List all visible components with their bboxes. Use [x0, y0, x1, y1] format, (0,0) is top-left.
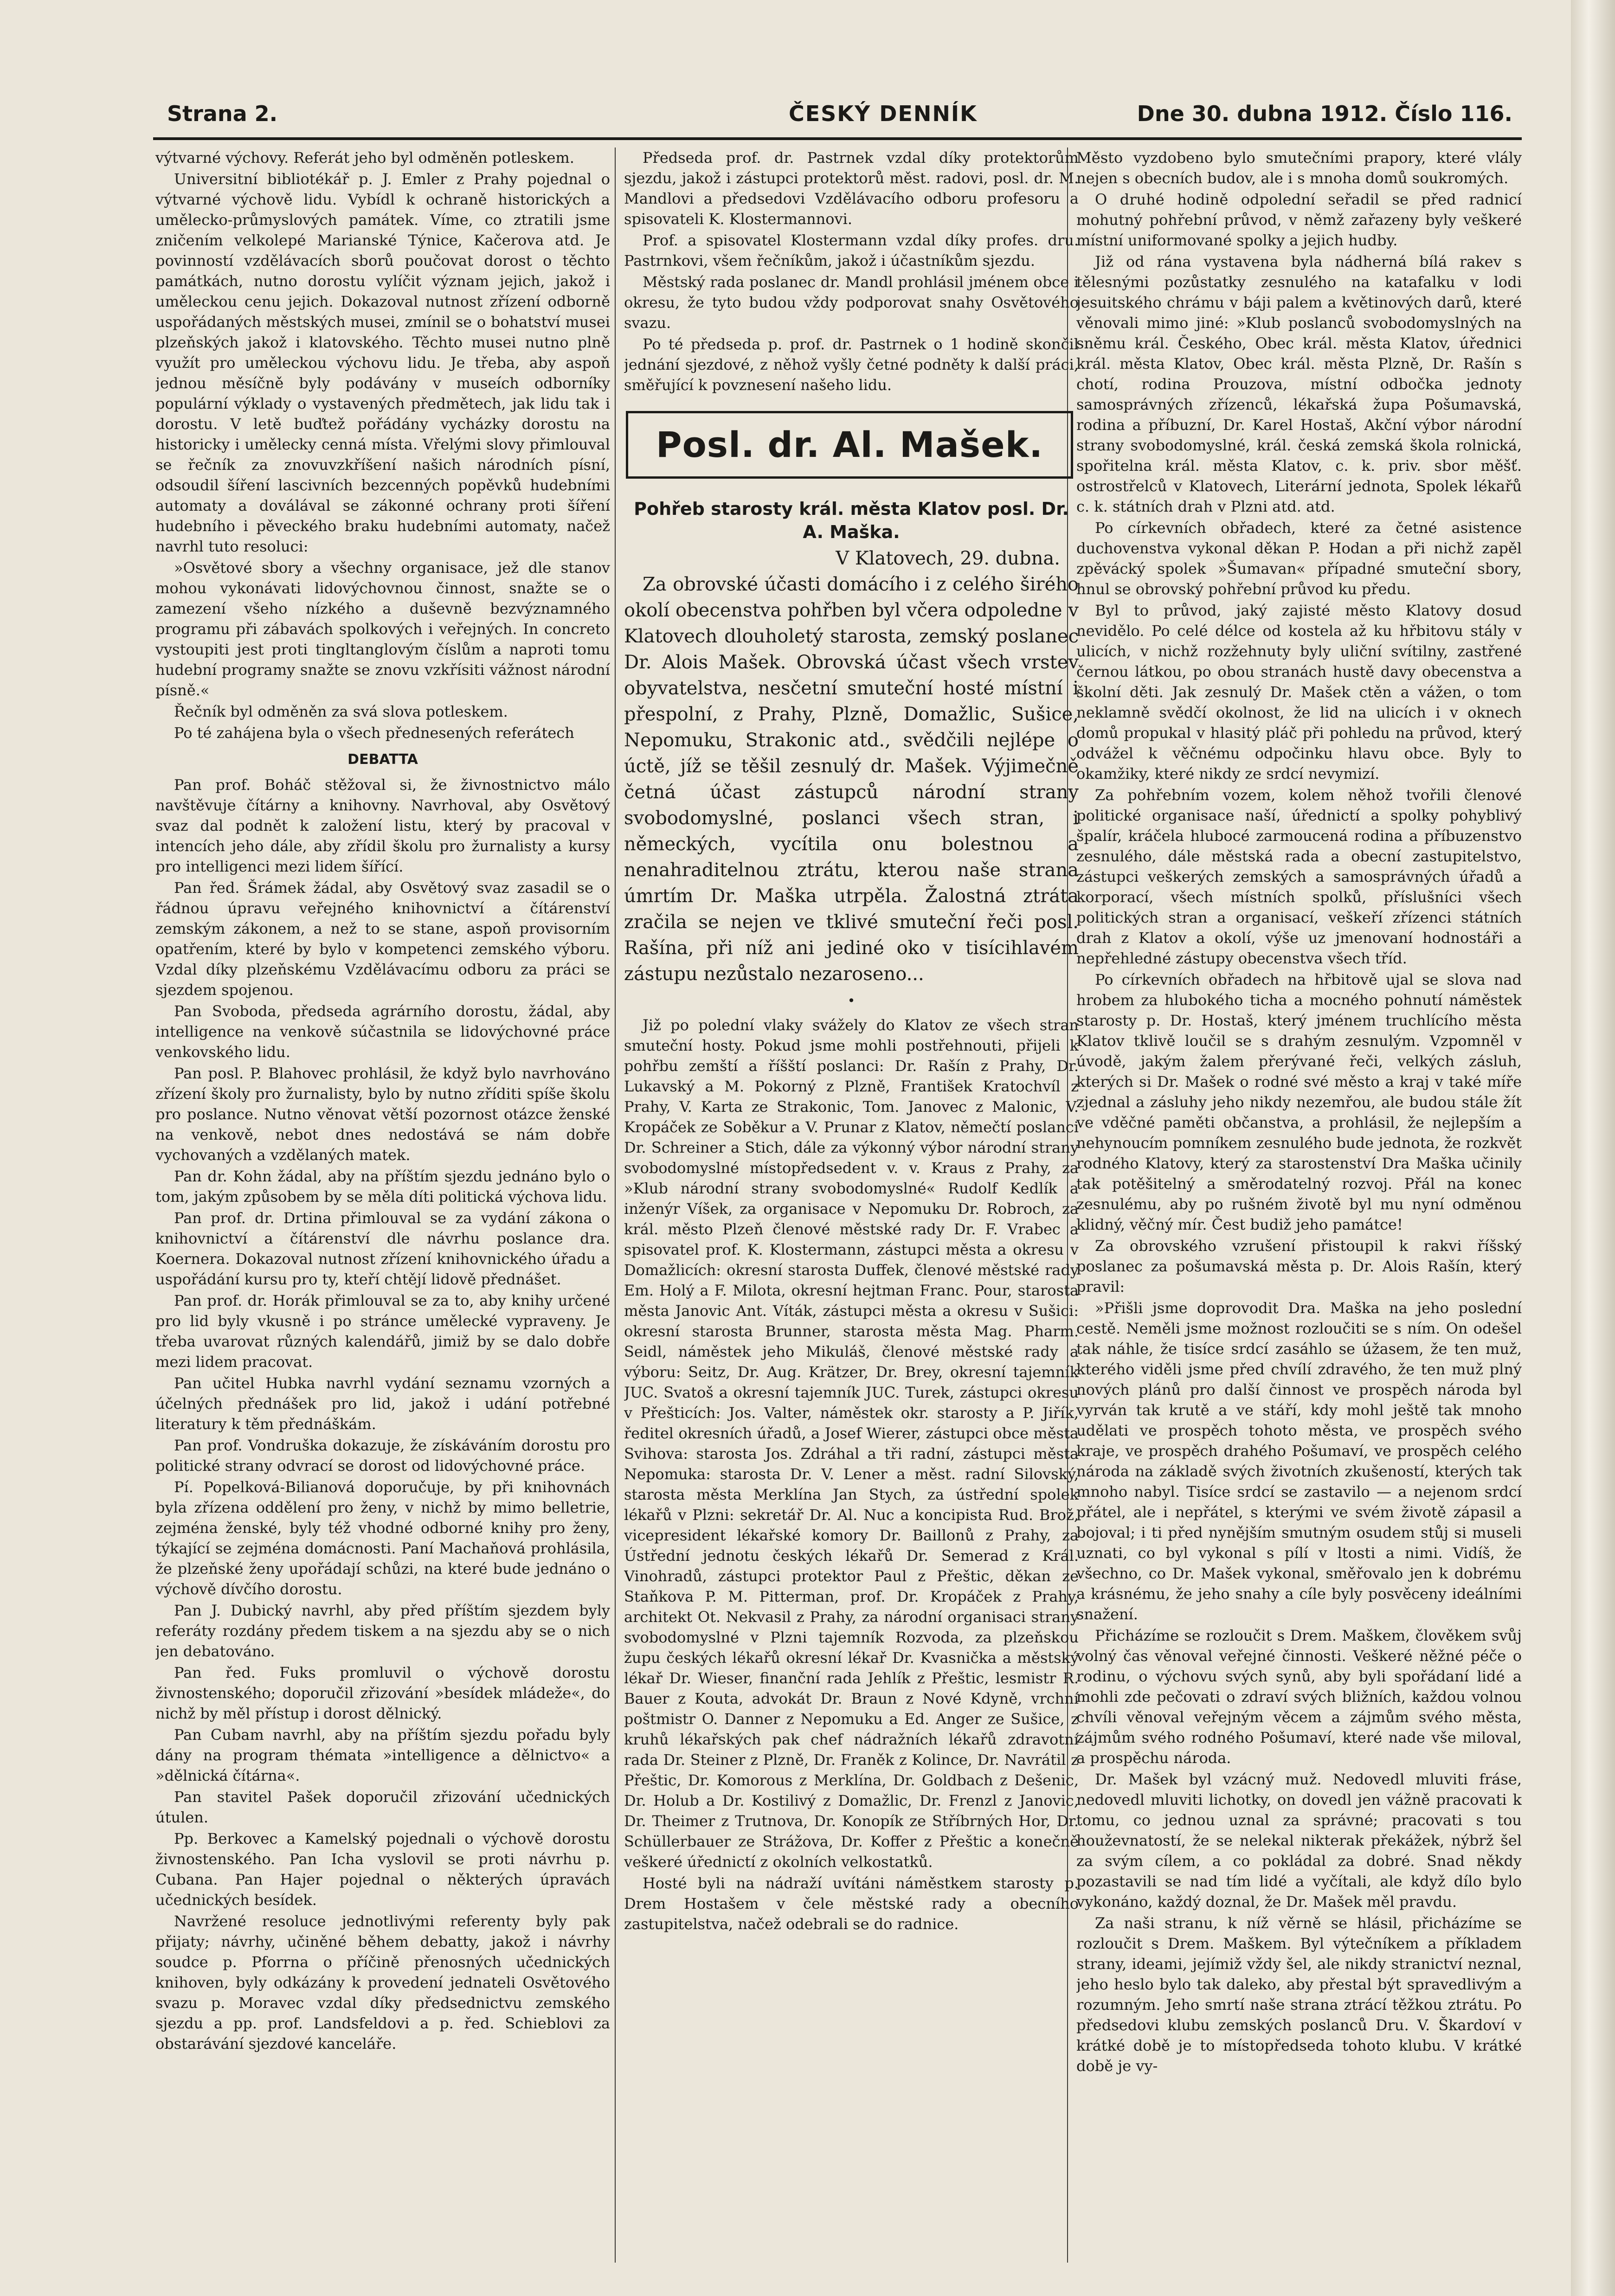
- column-rule: [615, 148, 616, 2263]
- page-fold-shadow: [1571, 0, 1615, 2296]
- paragraph: Za pohřebním vozem, kolem něhož tvořili členové politické organisace naší, úřednictí a spolky pohyblivý špalír, kráčela hlubocé zarmoucená rodina a příbuzenstvo zesnulého, dále městská rada a obecní zastupitelstvo, zástupci veškerých zemských a samosprávných úřadů a korporací, všech místních spolků, příslušníci všech politických stran a organisací, veškeří zřízenci státních drah z Klatov a okolí, výše uz jmenovaní hodnostáři a nepřehledné zástupy obecenstva všech tříd.: [1076, 786, 1522, 967]
- paragraph: »Osvětové sbory a všechny organisace, jež dle stanov mohou vykonávati lidovýchovnou činnost, snažte se o zamezení všeho nízkého a duševně bezvýznamného programu při zábavách spolkových i veřejných. In concreto vystoupiti jest proti tingltanglovým číslům a naproti tomu hudební programy snažte se znovu vzkřísiti vážnost národní písně.«: [155, 559, 610, 699]
- date-issue-label: Dne 30. dubna 1912. Číslo 116.: [1137, 101, 1512, 126]
- paragraph: Prof. a spisovatel Klostermann vzdal díky profes. dru. Pastrnkovi, všem řečníkům, jakož i účastníkům sjezdu.: [624, 231, 1079, 269]
- paragraph: Pan Cubam navrhl, aby na příštím sjezdu pořadu byly dány na program thémata »intelligence a dělnictvo« a »dělnická čítárna«.: [155, 1726, 610, 1784]
- paragraph: Byl to průvod, jaký zajisté město Klatovy dosud nevidělo. Po celé délce od kostela až ku hřbitovu stály v ulicích, v nichž rozžehnuty byly uliční svítilny, zastřené černou látkou, po obou stranách hustě davy obecenstva a školní děti. Jak zesnulý Dr. Mašek ctěn a vážen, o tom neklamně svědčí okolnost, že lid na ulicích i v oknech domů propukal v hlasitý pláč při pohledu na průvod, který odvážel k věčnému odpočinku hlavu obce. Byly to okamžiky, které nikdy ze srdcí nevymizí.: [1076, 602, 1522, 782]
- middle-column: [624, 148, 1079, 2263]
- paragraph: »Přišli jsme doprovodit Dra. Maška na jeho poslední cestě. Neměli jsme možnost rozloučiti se s ním. On odešel tak náhle, že tisíce srdcí zasáhlo se úžasem, že ten muž, kterého viděli jsme před chvílí zdravého, že ten muž plný nových plánů pro další činnost ve prospěch národa byl vyrván tak krutě a ve stáří, kdy mohl ještě tak mnoho udělati ve prospěch tohoto města, ve prospěch svého kraje, ve prospěch drahého Pošumaví, ve prospěch celého národa na základě svých životních zkušeností, kterých tak mnoho nabyl. Tisíce srdcí se zastavilo — a nejenom srdcí přátel, ale i nepřátel, s kterými ve svém životě zápasil a bojoval; i ti před nynějším smutným osudem stůj si museli uznati, co byl vykonal s pílí v ltosti a nimi. Vidíš, že všechno, co Dr. Mašek vykonal, směřovalo jen k dobrému a krásnému, že jeho snahy a cíle byly posvěceny ideálními snažení.: [1076, 1299, 1522, 1623]
- section-divider: •: [847, 993, 856, 1008]
- paragraph: Předseda prof. dr. Pastrnek vzdal díky protektorům sjezdu, jakož i zástupci protektorů měst. radovi, posl. dr. M. Mandlovi a předsedovi Vzdělávacího odboru profesoru a spisovateli K. Klostermannovi.: [624, 149, 1079, 228]
- paragraph: Pan učitel Hubka navrhl vydání seznamu vzorných a účelných přednášek pro lid, jakož i udání potřebné literatury k těm přednáškám.: [155, 1374, 610, 1433]
- paragraph: Pan dr. Kohn žádal, aby na příštím sjezdu jednáno bylo o tom, jakým způsobem by se měla díti politická výchova lidu.: [155, 1167, 610, 1206]
- paragraph: Město vyzdobeno bylo smutečními prapory, které vlály nejen s obecních budov, ale i s mnoha domů soukromých.: [1076, 149, 1522, 187]
- lead-paragraph: Za obrovské účasti domácího i z celého širého okolí obecenstva pohřben byl včera odpoledne v Klatovech dlouholetý starosta, zemský poslanec Dr. Alois Mašek. Obrovská účast všech vrstev obyvatelstva, nesčetní smuteční hosté místní i přespolní, z Prahy, Plzně, Domažlic, Sušice, Nepomuku, Strakonic atd., svědčili nejlépe o úctě, jíž se těšil zesnulý dr. Mašek. Výjimečně četná účast zástupců národní strany svobodomyslné, poslanci všech stran, i německých, vycítila onu bolestnou a nenahraditelnou ztrátu, kterou naše strana úmrtím Dr. Maška utrpěla. Žalostná ztráta zračila se nejen ve tklivé smuteční řeči posl. Rašína, při níž ani jediné oko v tisícihlavém zástupu nezůstalo nezaroseno...: [624, 574, 1079, 985]
- paragraph: Městský rada poslanec dr. Mandl prohlásil jménem obce i okresu, že tyto budou vždy podporovat snahy Osvětového svazu.: [624, 273, 1079, 332]
- section-heading: DEBATTA: [347, 751, 418, 768]
- paragraph: Po církevních obřadech, které za četné asistence duchovenstva vykonal děkan P. Hodan a při nichž zapěl zpěvácký spolek »Šumavan« případné smuteční sbory, hnul se obrovský pohřební průvod ku předu.: [1076, 519, 1522, 598]
- article-title-box: Posl. dr. Al. Mašek.: [626, 411, 1073, 479]
- paragraph: Již od rána vystavena byla nádherná bílá rakev s tělesnými pozůstatky zesnulého na katafalku v lodi jesuitského chrámu v báji palem a květinových darů, které věnovali mimo jiné: »Klub poslanců svobodomyslných na sněmu král. Českého, Obec král. města Klatov, úřednici král. města Klatov, Obec král. města Plzně, Dr. Rašín s chotí, rodina Prouzova, místní odbočka jednoty samosprávných zřízenců, lékařská župa Pošumavská, rodina a příbuzní, Dr. Karel Hostaš, Akční výbor národní strany svobodomyslné, král. česká zemská škola rolnická, spořitelna král. města Klatov, c. k. priv. sbor měšť. ostrostřelců v Klatovech, Literární jednota, Spolek lékařů c. k. státních drah v Plzni atd. atd.: [1076, 253, 1522, 515]
- left-column: [155, 148, 610, 2263]
- paragraph: Řečník byl odměněn za svá slova potleskem.: [174, 703, 508, 720]
- paragraph: výtvarné výchovy. Referát jeho byl odměněn potleskem.: [155, 149, 574, 167]
- paragraph: Navržené resoluce jednotlivými referenty byly pak přijaty; návrhy, učiněné během debatty, jakož i návrhy soudce p. Pforrna o příčině přenosných učednických knihoven, byly odkázány k provedení jednateli Osvětového svazu p. Moravec vzdal díky předsednictvu zemského sjezdu a pp. prof. Landsfeldovi a p. řed. Schieblovi za obstarávání sjezdové kanceláře.: [155, 1912, 610, 2052]
- paragraph: Za obrovského vzrušení přistoupil k rakvi říšský poslanec za pošumavská města p. Dr. Alois Rašín, který pravil:: [1076, 1237, 1522, 1296]
- paragraph: Pan J. Dubický navrhl, aby před příštím sjezdem byly referáty rozdány předem tiskem a na sjezdu aby se o nich jen debatováno.: [155, 1602, 610, 1660]
- page-number-label: Strana 2.: [167, 101, 278, 126]
- paragraph: Pan prof. dr. Horák přimlouval se za to, aby knihy určené pro lid byly vkusně i po stránce umělecké vypraveny. Je třeba uvarovat různých kalendářů, jimiž by se dalo dobře mezi lidem pracovat.: [155, 1292, 610, 1371]
- paragraph: Pan řed. Šrámek žádal, aby Osvětový svaz zasadil se o řádnou úpravu veřejného knihovnictví a čítárenství zemským zákonem, a než to se stane, aspoň provisorním opatřením, které by bylo v kompetenci zemského výboru. Vzdal díky plzeňskému Vzdělávacímu odboru za práci se sjezdem spojenou.: [155, 879, 610, 999]
- page-header: [167, 101, 1512, 134]
- paragraph: Pan Svoboda, předseda agrárního dorostu, žádal, aby intelligence na venkově súčastnila se lidovýchovné práce venkovského lidu.: [155, 1002, 610, 1061]
- paragraph: Dr. Mašek byl vzácný muž. Nedovedl mluviti fráse, nedovedl mluviti lichotky, on dovedl jen vážně pracovati k tomu, co jednou uznal za správné; pracovati s tou houževnatostí, že se nelekal nikterak překážek, nýbrž šel za svým cílem, a co pokládal za dobré. Snad někdy pozastavili se nad tím lidé a vyčítali, ale když dílo bylo vykonáno, každý doznal, že Dr. Mašek měl pravdu.: [1076, 1770, 1522, 1911]
- paragraph: Pan posl. P. Blahovec prohlásil, že když bylo navrhováno zřízení školy pro žurnalisty, bylo by nutno zříditi spíše školu pro poslance. Nutno věnovat větší pozornost otázce ženské na venkově, nebot dnes nedostává se nám dobře vychovaných a vzdělaných matek.: [155, 1065, 610, 1164]
- paragraph: Přicházíme se rozloučit s Drem. Maškem, člověkem svůj volný čas věnoval veřejné činnosti. Veškeré něžné péče o rodinu, o výchovu svých synů, aby byli spořádaní lidé a mohli zde pečovati o zdraví svých bližních, každou volnou chvíli věnoval veřejným věcem a zájmům svého města, zájmům svého rodného Pošumaví, které nade vše miloval, a prospěchu národa.: [1076, 1627, 1522, 1767]
- paragraph: Po církevních obřadech na hřbitově ujal se slova nad hrobem za hlubokého ticha a mocného pohnutí náměstek starosty p. Dr. Hostaš, který jménem truchlícího města Klatov tklivě loučil se s drahým zesnulým. Vzpomněl v úvodě, jakým žalem přerývané řeči, velkých zásluh, kterých si Dr. Mašek o rodné své město a kraj v také míře zjednal a zásluhy jeho nikdy nezemřou, ale budou stále žít ve vděčné paměti občanstva, a prohlásil, že nejlepším a nehynoucím pomníkem zesnulého bude jednota, že rozkvět rodného Klatovy, který za starostenství Dra Maška učinily tak potěšitelný a směrodatelný rozvoj. Přál na konec zesnulému, aby po rušném životě byl mu nyní odměnou klidný, věčný mír. Čest budiž jeho památce!: [1076, 971, 1522, 1233]
- paragraph: Pp. Berkovec a Kamelský pojednali o výchově dorostu živnostenského. Pan Icha vyslovil se proti návrhu p. Cubana. Pan Hajer pojednal o některých úpravách učednických besídek.: [155, 1830, 610, 1909]
- paragraph: Pan stavitel Pašek doporučil zřizování učednických útulen.: [155, 1788, 610, 1826]
- paragraph: Po té předseda p. prof. dr. Pastrnek o 1 hodině skončil jednání sjezdové, z něhož vyšly četné podněty k další práci, směřující k povznesení našeho lidu.: [624, 335, 1079, 394]
- article-dateline: V Klatovech, 29. dubna.: [836, 548, 1060, 569]
- paragraph: Již po polední vlaky svážely do Klatov ze všech stran smuteční hosty. Pokud jsme mohli postřehnouti, přijeli k pohřbu zemští a říšští poslanci: Dr. Rašín z Prahy, Dr. Lukavský a M. Pokorný z Plzně, František Kratochvíl z Prahy, V. Karta ze Strakonic, Tom. Janovec z Malonic, V. Kropáček ze Soběkur a V. Prunar z Klatov, němečtí poslanci Dr. Schreiner a Stich, dále za výkonný výbor národní strany svobodomyslné místopředsedent v. v. Kraus z Prahy, za »Klub národní strany svobodomyslné« Rudolf Kedlík a inženýr Víšek, za organisace v Nepomuku Dr. Robroch, za král. město Plzeň členové městské rady Dr. F. Vrabec a spisovatel prof. K. Klostermann, zástupci města a okresu v Domažlicích: okresní starosta Duffek, členové městské rady Em. Holý a F. Milota, okresní hejtman Franc. Pour, starosta města Janovic Ant. Víták, zástupci města a okresu v Sušici: okresní starosta Brunner, starosta města Mag. Pharm. Seidl, náměstek jeho Mikuláš, členové městské rady a výboru: Seitz, Dr. Aug. Krätzer, Dr. Brey, okresní tajemník JUC. Svatoš a okresní tajemník JUC. Turek, zástupci okresu v Přešticích: Jos. Valter, náměstek okr. starosty a P. Jiřík, ředitel okresních úřadů, a Josef Wierer, zástupci obce města Svihova: starosta Jos. Zdráhal a tři radní, zástupci města Nepomuka: starosta Dr. V. Lener a měst. radní Silovský, starosta města Merklína Jan Stych, za ústřední spolek lékařů v Plzni: sekretář Dr. Al. Nuc a koncipista Rud. Brož, vicepresident lékařské komory Dr. Baillonů z Prahy, za Ústřední jednotu českých lékařů Dr. Semerad z Král. Vinohradů, zástupci protektor Paul z Přeštic, děkan ze Staňkova P. M. Pitterman, prof. Dr. Kropáček z Prahy, architekt Ot. Nekvasil z Prahy, za národní organisaci strany svobodomyslné v Plzni tajemník Rozvoda, za plzeňskou župu českých lékařů okresní lékař Dr. Kvasnička a městský lékař Dr. Wieser, finanční rada Jehlík z Přeštic, lesmistr R. Bauer z Kouta, advokát Dr. Braun z Nové Kdyně, vrchní poštmistr O. Danner z Nepomuku a Ed. Anger ze Sušice, z kruhů lékařských pak chef nádražních lékařů zdravotní rada Dr. Steiner z Plzně, Dr. Franěk z Kolince, Dr. Navrátil z Přeštic, Dr. Komorous z Merklína, Dr. Goldbach z Dešenic, Dr. Holub a Dr. Kostilivý z Domažlic, Dr. Frenzl z Janovic, Dr. Theimer z Trutnova, Dr. Konopík ze Stříbrných Hor, Dr. Schüllerbauer ze Strážova, Dr. Koffer z Přeštic a konečně veškeré úřednictí z okolních velkostatků.: [624, 1016, 1079, 1871]
- paragraph: O druhé hodině odpolední seřadil se před radnicí mohutný pohřební průvod, v němž zařazeny byly veškeré místní uniformované spolky a jejich hudby.: [1076, 191, 1522, 249]
- paragraph: Pan řed. Fuks promluvil o výchově dorostu živnostenského; doporučil zřizování »besídek mládeže«, do nichž by měl přístup i dorost dělnický.: [155, 1664, 610, 1722]
- paragraph: Hosté byli na nádraží uvítáni náměstkem starosty p. Drem Hostašem v čele městské rady a obecního zastupitelstva, načež odebrali se do radnice.: [624, 1874, 1079, 1933]
- article-subheading: Pohřeb starosty král. města Klatov posl. Dr. A. Maška.: [634, 499, 1069, 542]
- header-rule: [153, 137, 1522, 140]
- masthead: ČESKÝ DENNÍK: [789, 101, 978, 126]
- paragraph: Za naši stranu, k níž věrně se hlásil, přicházíme se rozloučit s Drem. Maškem. Byl výtečníkem a příkladem strany, ideami, jejímiž vždy šel, ale nikdy stranictví neznal, jeho heslo bylo tak daleko, aby přestal být spravedlivým a rozumným. Jeho smrtí naše strana ztrácí těžkou ztrátu. Po předsedovi klubu zemských poslanců Dru. V. Škardoví v krátké době je to místopředseda tohoto klubu. V krátké době je vy-: [1076, 1914, 1522, 2075]
- right-column: [1076, 148, 1522, 2263]
- paragraph: Universitní bibliotékář p. J. Emler z Prahy pojednal o výtvarné výchově lidu. Vybídl k ochraně historických a umělecko-průmyslových památek. Víme, co ztratili jsme zničením velkolepé Marianské Týnice, Kačerova atd. Je povinností vzdělávacích sborů poučovat dorost o těchto památkách, nutno dorostu vylíčit význam jejich, jakož i uměleckou cenu jejich. Dokazoval nutnost zřízení odborně uspořádaných městských musei, zmínil se o bohatství musei plzeňských jakož i klatovského. Těchto musei nutno plně využít pro uměleckou výchovu lidu. Je třeba, aby aspoň jednou měsíčně byly podávány v museích odborníky populární výklady o vystavených předmětech, jak lidu tak i dorostu. V letě buďtež pořádány vycházky dorostu na historicky i umělecky cenná místa. Vřelými slovy přimlouval se řečník za znovuvzkříšení našich národních písní, odsoudil šíření lascivních bezcenných popěvků hudebními automaty a doválával se zákonné ochrany proti šíření hudebního i pěveckého braku hudebními automaty, načež navrhl tuto resoluci:: [155, 170, 610, 555]
- paragraph: Pan prof. Boháč stěžoval si, že živnostnictvo málo navštěvuje čítárny a knihovny. Navrhoval, aby Osvětový svaz dal podnět k založení listu, který by pracoval v intencích jeho dále, aby zřídil školu pro žurnalisty a kursy pro intelligenci mezi lidem šířící.: [155, 776, 610, 875]
- paragraph: Po té zahájena byla o všech přednesených referátech: [174, 724, 574, 742]
- paragraph: Pí. Popelková-Bilianová doporučuje, by při knihovnách byla zřízena oddělení pro ženy, v nichž by mimo belletrie, zejména ženské, byly též vhodné odborné knihy pro ženy, týkající se zejména domácnosti. Paní Machaňová prohlásila, že plzeňské ženy upořádají schůzi, na které bude jednáno o výchově dívčího dorostu.: [155, 1478, 610, 1598]
- paragraph: Pan prof. Vondruška dokazuje, že získáváním dorostu pro politické strany odvrací se dorost od lidovýchovné práce.: [155, 1437, 610, 1475]
- paragraph: Pan prof. dr. Drtina přimlouval se za vydání zákona o knihovnictví a čítárenství dle návrhu poslance dra. Koernera. Dokazoval nutnost zřízení knihovnického úřadu a uspořádání kursu pro ty, kteří chtějí lidově přednášet.: [155, 1209, 610, 1288]
